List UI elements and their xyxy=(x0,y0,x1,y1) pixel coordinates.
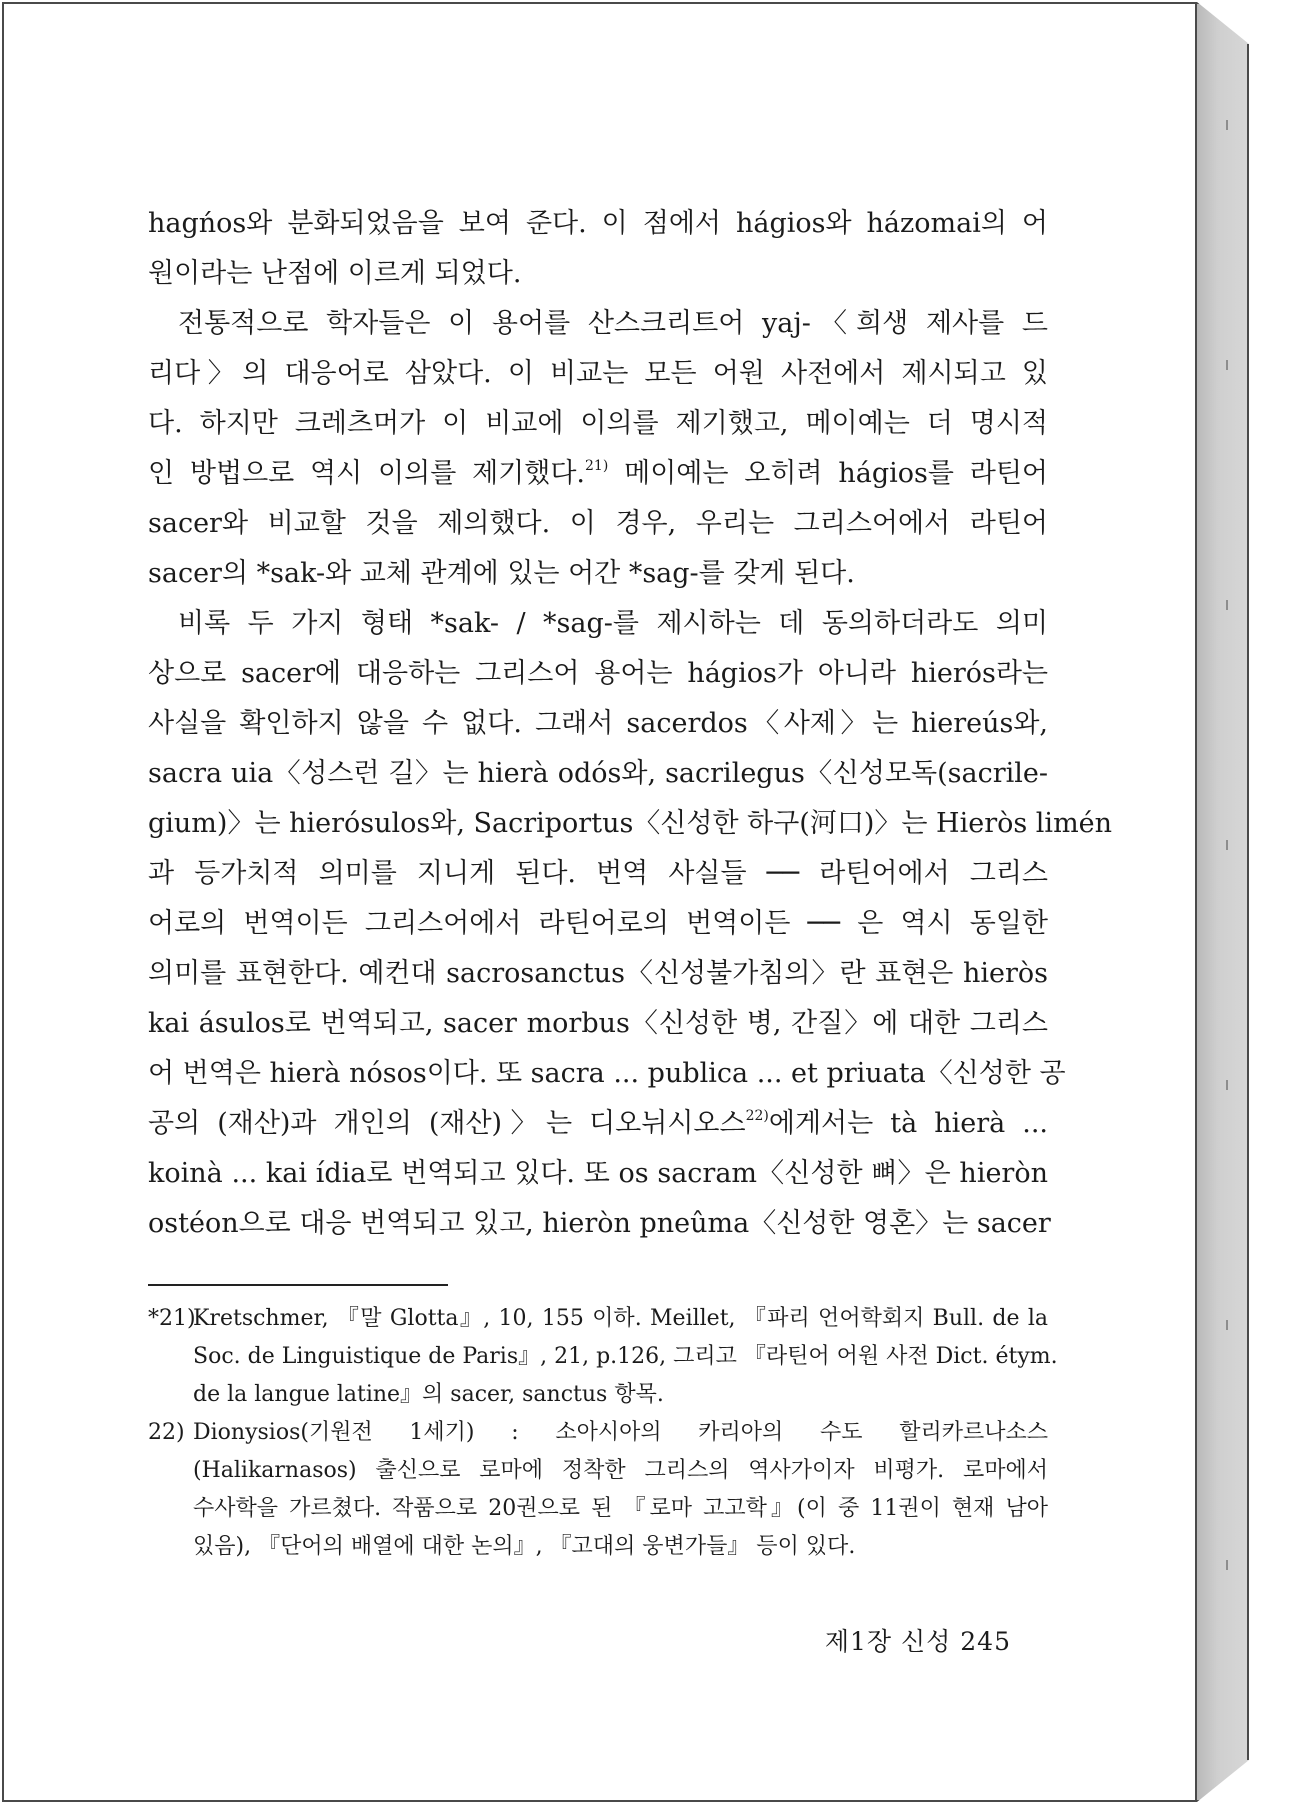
footnote-line: de la langue latine』의 sacer, sanctus 항목. xyxy=(193,1382,664,1407)
footnote-number: 22) xyxy=(148,1420,185,1445)
text-segment: 에게서는 tà hierà ... xyxy=(768,1108,1048,1139)
footnote-line: Kretschmer, 『말 Glotta』, 10, 155 이하. Meillet, 『파리 언어학회지 Bull. de la xyxy=(193,1306,1048,1331)
footnote-line: 있음), 『단어의 배열에 대한 논의』, 『고대의 웅변가들』 등이 있다. xyxy=(193,1534,856,1559)
spine-mark xyxy=(1226,360,1228,370)
text-segment: 인 방법으로 역시 이의를 제기했다. xyxy=(148,458,586,489)
footnote-line: Soc. de Linguistique de Paris』, 21, p.126, 그리고 『라틴어 어원 사전 Dict. étym. xyxy=(193,1344,1058,1369)
running-footer-page-number: 제1장 신성 245 xyxy=(824,1627,1011,1656)
text-line: 상으로 sacer에 대응하는 그리스어 용어는 hágios가 아니라 hierós라는 xyxy=(148,658,1048,689)
book-spine xyxy=(1197,2,1249,1802)
footnotes xyxy=(148,1300,1058,1566)
spine-mark xyxy=(1226,1560,1228,1570)
body-text xyxy=(148,199,1113,1249)
text-line: 사실을 확인하지 않을 수 없다. 그래서 sacerdos〈사제〉는 hiereús와, xyxy=(148,708,1048,739)
text-segment: 메이예는 오히려 hágios를 라틴어 xyxy=(608,458,1048,489)
text-segment: 공의 (재산)과 개인의 (재산)〉는 디오뉘시오스 xyxy=(148,1108,746,1139)
text-line: gium)〉는 hierósulos와, Sacriportus〈신성한 하구(河口)〉는 Hieròs limén xyxy=(148,808,1113,839)
text-line: 원이라는 난점에 이르게 되었다. xyxy=(148,258,522,289)
footnote-ref-22[interactable]: 22) xyxy=(745,1108,769,1124)
spine-edge xyxy=(1247,44,1249,1760)
text-line: kai ásulos로 번역되고, sacer morbus〈신성한 병, 간질〉에 대한 그리스 xyxy=(148,1008,1048,1039)
text-line: 전통적으로 학자들은 이 용어를 산스크리트어 yaj-〈희생 제사를 드 xyxy=(178,308,1048,339)
text-line: 리다〉의 대응어로 삼았다. 이 비교는 모든 어원 사전에서 제시되고 있 xyxy=(148,358,1048,389)
text-line xyxy=(148,1099,1048,1149)
footnote-line: Dionysios(기원전 1세기) : 소아시아의 카리아의 수도 할리카르나소스 xyxy=(193,1420,1048,1445)
text-line: 의미를 표현한다. 예컨대 sacrosanctus〈신성불가침의〉란 표현은 hieròs xyxy=(148,958,1048,989)
footnote-line: 수사학을 가르쳤다. 작품으로 20권으로 된 『로마 고고학』(이 중 11권이 현재 남아 xyxy=(193,1496,1048,1521)
spine-mark xyxy=(1226,1080,1228,1090)
text-line: 어 번역은 hierà nósos이다. 또 sacra ... publica ... et priuata〈신성한 공 xyxy=(148,1058,1066,1089)
text-line: 다. 하지만 크레츠머가 이 비교에 이의를 제기했고, 메이예는 더 명시적 xyxy=(148,408,1048,439)
spine-mark xyxy=(1226,1320,1228,1330)
text-line: 과 등가치적 의미를 지니게 된다. 번역 사실들 ── 라틴어에서 그리스 xyxy=(148,858,1048,889)
text-line: 비록 두 가지 형태 *sak- / *sag-를 제시하는 데 동의하더라도 의미 xyxy=(178,608,1048,639)
footnote-21 xyxy=(148,1300,1058,1414)
footnote-ref-21[interactable]: 21) xyxy=(585,458,609,474)
spine-mark xyxy=(1226,840,1228,850)
text-line: koinà ... kai ídia로 번역되고 있다. 또 os sacram〈신성한 뼈〉은 hieròn xyxy=(148,1158,1048,1189)
text-line: sacer와 비교할 것을 제의했다. 이 경우, 우리는 그리스어에서 라틴어 xyxy=(148,508,1048,539)
spine-mark xyxy=(1226,120,1228,130)
footnote-number: *21) xyxy=(148,1306,196,1331)
text-line: sacra uia〈성스런 길〉는 hierà odós와, sacrilegus〈신성모독(sacrile- xyxy=(148,758,1048,789)
footnote-divider xyxy=(148,1284,448,1286)
text-line: ostéon으로 대응 번역되고 있고, hieròn pneûma〈신성한 영혼〉는 sacer xyxy=(148,1208,1051,1239)
spine-mark xyxy=(1226,600,1228,610)
text-line: 어로의 번역이든 그리스어에서 라틴어로의 번역이든 ── 은 역시 동일한 xyxy=(148,908,1048,939)
text-line: sacer의 *sak-와 교체 관계에 있는 어간 *sag-를 갖게 된다. xyxy=(148,558,855,589)
text-line xyxy=(148,449,1048,499)
footnote-line: (Halikarnasos) 출신으로 로마에 정착한 그리스의 역사가이자 비평가. 로마에서 xyxy=(193,1458,1048,1483)
text-line: hagńos와 분화되었음을 보여 준다. 이 점에서 hágios와 házomai의 어 xyxy=(148,208,1048,239)
footnote-22 xyxy=(148,1414,1048,1566)
